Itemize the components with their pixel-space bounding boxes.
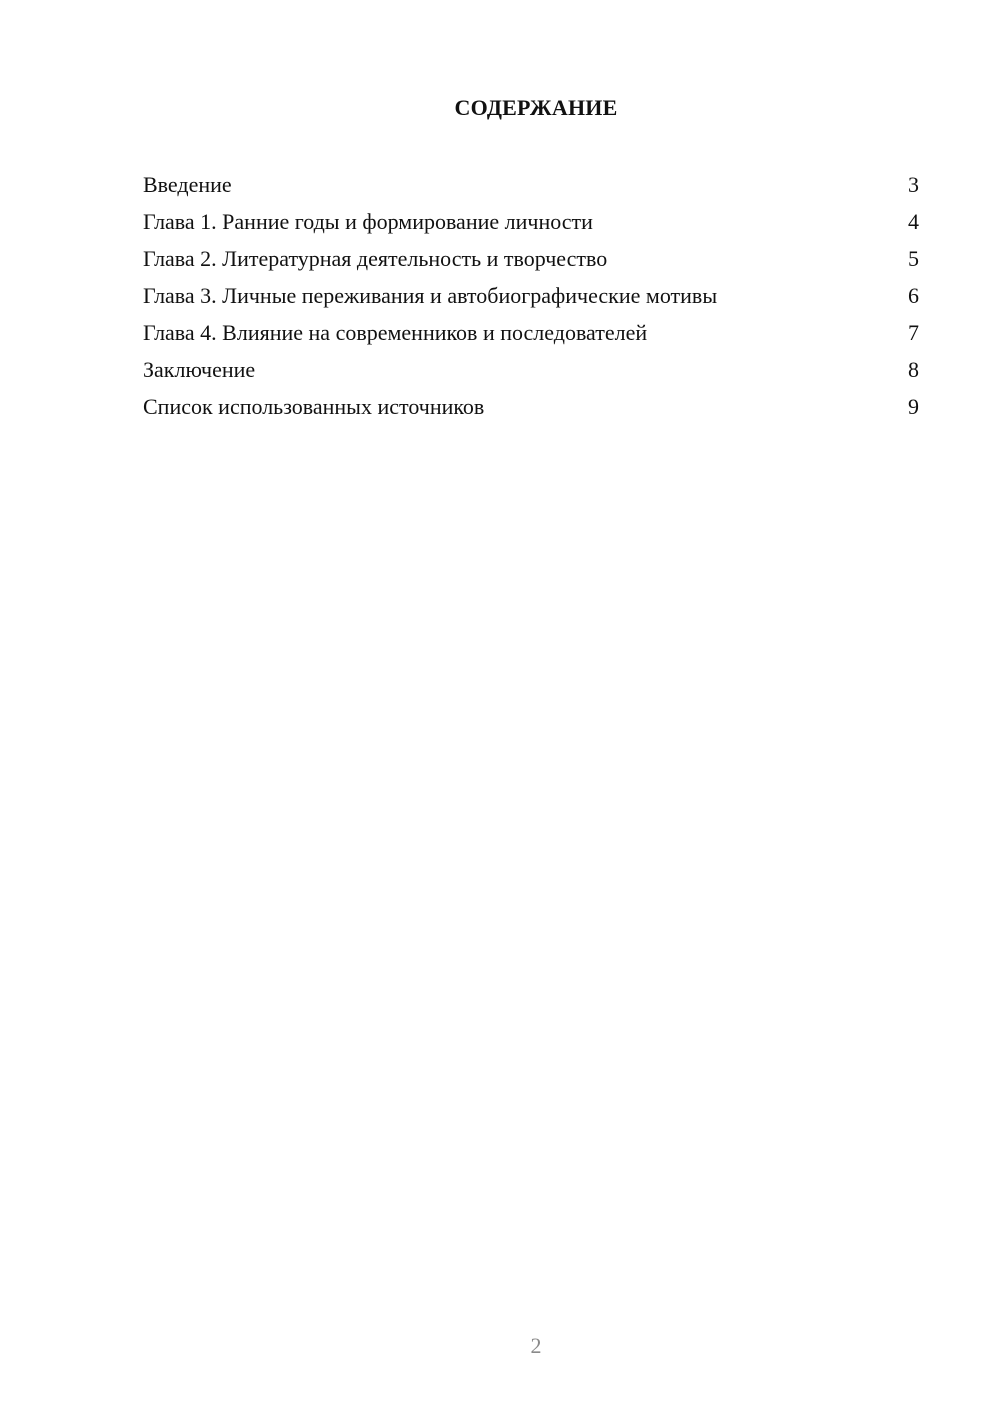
toc-entry-page: 8	[908, 357, 919, 382]
toc-entry-title: Список использованных источников	[143, 394, 485, 419]
page-number: 2	[530, 1333, 542, 1358]
toc-entry-chapter-1	[143, 207, 919, 244]
toc-entry-title: Глава 4. Влияние на современников и последователей	[143, 320, 648, 345]
toc-entry-page: 7	[908, 320, 919, 345]
toc-entry-page: 4	[908, 209, 919, 234]
toc-entry-title: Глава 3. Личные переживания и автобиографические мотивы	[143, 283, 718, 308]
toc-entry-page: 6	[908, 283, 919, 308]
toc-entry-title: Введение	[143, 172, 232, 197]
toc-entry-page: 9	[908, 394, 919, 419]
toc-entry-title: Глава 2. Литературная деятельность и творчество	[143, 246, 608, 271]
toc-entry-page: 5	[908, 246, 919, 271]
toc-entry-title: Заключение	[143, 357, 256, 382]
toc-entry-chapter-3	[143, 281, 919, 318]
toc-heading: СОДЕРЖАНИЕ	[454, 95, 618, 120]
toc-entry-chapter-2	[143, 244, 919, 281]
toc-entry-introduction	[143, 170, 919, 207]
toc-entry-title: Глава 1. Ранние годы и формирование личности	[143, 209, 593, 234]
toc-entry-chapter-4	[143, 318, 919, 355]
toc-entry-references	[143, 392, 919, 429]
toc-entry-page: 3	[908, 172, 919, 197]
table-of-contents	[143, 170, 919, 429]
toc-entry-conclusion	[143, 355, 919, 392]
